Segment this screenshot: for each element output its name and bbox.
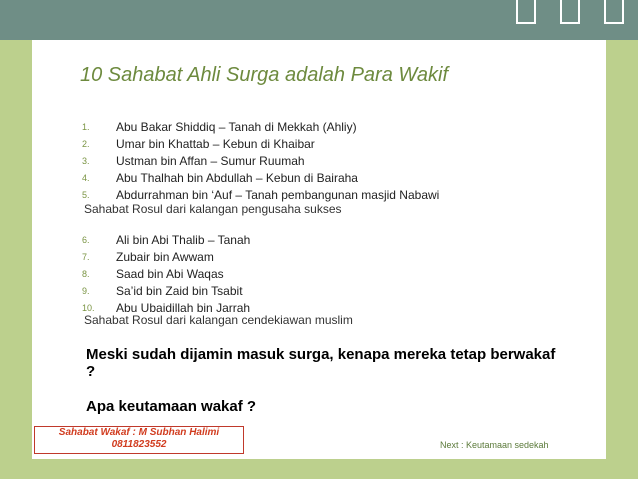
item-number: 4.: [82, 173, 90, 183]
item-text: Abu Bakar Shiddiq – Tanah di Mekkah (Ahliy): [116, 120, 357, 134]
item-text: Abdurrahman bin ‘Auf – Tanah pembangunan masjid Nabawi: [116, 188, 440, 202]
item-text: Umar bin Khattab – Kebun di Khaibar: [116, 137, 315, 151]
list-item: [68, 171, 608, 188]
list-item: [68, 137, 608, 154]
question-2: Apa keutamaan wakaf ?: [86, 398, 257, 415]
item-number: 2.: [82, 139, 90, 149]
item-number: 9.: [82, 286, 90, 296]
decor-tab-3: [604, 0, 624, 24]
item-text: Saad bin Abi Waqas: [116, 267, 224, 281]
decor-tab-2: [560, 0, 580, 24]
right-band: [606, 40, 638, 479]
item-number: 7.: [82, 252, 90, 262]
footer-contact-phone: 0811823552: [111, 439, 167, 450]
list-item: [68, 250, 608, 267]
list-item: [68, 284, 608, 301]
item-number: 3.: [82, 156, 90, 166]
top-band: [0, 0, 638, 40]
item-text: Sa’id bin Zaid bin Tsabit: [116, 284, 243, 298]
bottom-band: [0, 459, 638, 479]
left-band: [0, 40, 32, 479]
item-number: 8.: [82, 269, 90, 279]
item-number: 10.: [82, 303, 95, 313]
item-text: Zubair bin Awwam: [116, 250, 214, 264]
list-item: [68, 233, 608, 250]
list-item: [68, 120, 608, 137]
item-number: 1.: [82, 122, 90, 132]
item-text: Ali bin Abi Thalib – Tanah: [116, 233, 251, 247]
item-number: 5.: [82, 190, 90, 200]
item-text: Ustman bin Affan – Sumur Ruumah: [116, 154, 305, 168]
footer-contact-name: Sahabat Wakaf : M Subhan Halimi: [58, 427, 220, 438]
question-1: Meski sudah dijamin masuk surga, kenapa mereka tetap berwakaf ?: [86, 346, 556, 380]
list-group-2: [68, 233, 608, 318]
item-text: Abu Ubaidillah bin Jarrah: [116, 301, 251, 315]
footer-contact-box: [34, 426, 244, 454]
list-group-1: [68, 120, 608, 205]
item-text: Abu Thalhah bin Abdullah – Kebun di Bairaha: [116, 171, 358, 185]
next-slide-label: Next : Keutamaan sedekah: [440, 440, 549, 450]
list-item: [68, 267, 608, 284]
group-2-caption: Sahabat Rosul dari kalangan cendekiawan muslim: [84, 313, 353, 327]
list-item: [68, 154, 608, 171]
decor-tab-1: [516, 0, 536, 24]
slide-title: 10 Sahabat Ahli Surga adalah Para Wakif: [80, 64, 449, 86]
item-number: 6.: [82, 235, 90, 245]
group-1-caption: Sahabat Rosul dari kalangan pengusaha sukses: [84, 202, 342, 216]
